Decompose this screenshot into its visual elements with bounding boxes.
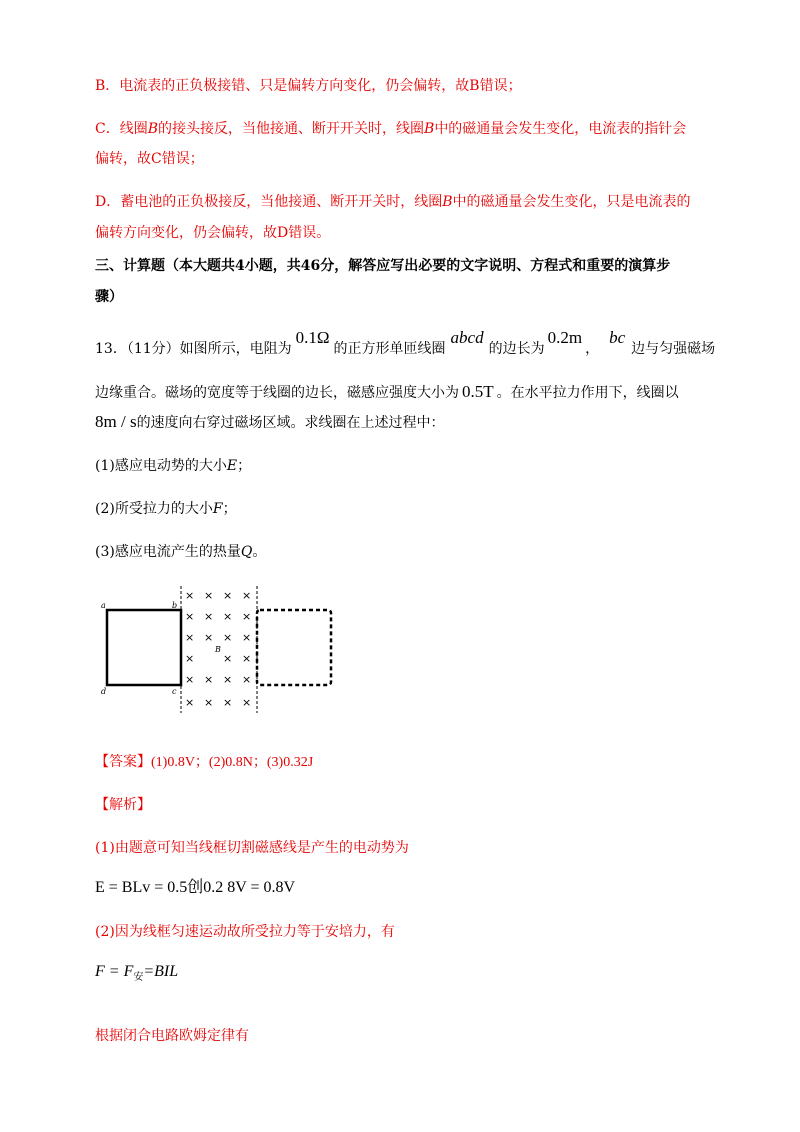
- field-cross: ×: [204, 673, 214, 686]
- text-span: =BIL: [143, 963, 179, 980]
- coil-b-label: B: [424, 121, 435, 137]
- answer-tag: 【答案】: [95, 754, 151, 770]
- edge-name: bc: [609, 328, 626, 347]
- question-13-line2: [95, 382, 679, 403]
- text-span: 中的磁通量会发生变化，电流表的指针会: [434, 121, 687, 137]
- side-length-value: 0.2m: [547, 328, 583, 347]
- field-cross: ×: [204, 610, 214, 623]
- text-span: D．蓄电池的正负极接反，当他接通、断开开关时，线圈: [95, 194, 443, 210]
- field-cross: ×: [242, 589, 252, 602]
- var-e: E: [226, 458, 238, 474]
- analysis-step2: (2)因为线框匀速运动故所受拉力等于安培力，有: [95, 924, 395, 940]
- label-d: d: [101, 687, 107, 696]
- analysis-tag: 【解析】: [95, 797, 151, 813]
- resistance-value: 0.1Ω: [295, 328, 330, 347]
- field-cross: ×: [242, 610, 252, 623]
- field-cross: ×: [204, 696, 214, 709]
- answer-text: (1)0.8V；(2)0.8N；(3)0.32J: [151, 755, 314, 770]
- sub-question-3: [95, 542, 266, 562]
- option-c-explanation-line1: [95, 119, 686, 139]
- text-span: 的速度向右穿过磁场区域。求线圈在上述过程中：: [136, 415, 445, 431]
- sub-question-1: [95, 456, 251, 476]
- answer-line: [95, 752, 313, 773]
- equation-emf: E = BLv = 0.5创0.2 8V = 0.8V: [95, 879, 296, 896]
- text-span: 边缘重合。磁场的宽度等于线圈的边长，磁感应强度大小为: [95, 385, 459, 401]
- text-span: 的接头接反，当他接通、断开开关时，线圈: [158, 121, 425, 137]
- field-cross: ×: [185, 652, 195, 665]
- text-span: (1)感应电动势的大小: [95, 458, 227, 474]
- text-span: ，: [585, 341, 600, 357]
- field-cross: ×: [223, 610, 233, 623]
- option-b-explanation: B．电流表的正负极接错、只是偏转方向变化，仍会偏转，故B错误；: [95, 78, 522, 94]
- field-cross: ×: [204, 631, 214, 644]
- text-span: 13．（11分）如图所示，电阻为: [95, 341, 292, 357]
- field-cross: ×: [185, 589, 195, 602]
- var-f: F: [212, 501, 223, 517]
- field-cross: ×: [242, 673, 252, 686]
- coil-name: abcd: [450, 328, 484, 347]
- text-span: 。在水平拉力作用下，线圈以: [496, 385, 679, 401]
- text-span: 。: [252, 544, 267, 560]
- subscript-an: 安: [133, 972, 144, 984]
- field-cross: ×: [185, 610, 195, 623]
- section-heading-line2: 骤）: [95, 289, 123, 305]
- field-cross: ×: [223, 673, 233, 686]
- question-13-line1: [95, 328, 716, 359]
- text-span: 的正方形单匝线圈: [333, 341, 446, 357]
- var-q: Q: [240, 544, 253, 560]
- label-a: a: [101, 601, 106, 610]
- field-cross: ×: [185, 696, 195, 709]
- field-cross: ×: [223, 696, 233, 709]
- label-b: b: [172, 601, 178, 610]
- coil-dashed-position: [257, 610, 331, 685]
- label-field-b: B: [215, 645, 221, 654]
- field-cross: ×: [242, 652, 252, 665]
- coil-b-label: B: [442, 194, 453, 210]
- field-cross: ×: [185, 673, 195, 686]
- coil-b-label: B: [147, 121, 159, 137]
- section-heading-line1: 三、计算题（本大题共4小题，共46分，解答应写出必要的文字说明、方程式和重要的演算步: [95, 258, 671, 274]
- option-d-explanation-line1: [95, 192, 691, 212]
- field-cross: ×: [242, 631, 252, 644]
- sub-question-2: [95, 499, 237, 519]
- analysis-step1: (1)由题意可知当线框切割磁感线是产生的电动势为: [95, 840, 409, 856]
- text-span: ；: [222, 501, 237, 517]
- field-cross: ×: [223, 589, 233, 602]
- analysis-step3: 根据闭合电路欧姆定律有: [95, 1028, 249, 1044]
- option-c-explanation-line2: 偏转，故C错误；: [95, 151, 204, 167]
- text-span: 的边长为: [488, 341, 545, 357]
- text-span: (3)感应电流产生的热量: [95, 544, 241, 560]
- question-13-line3: [95, 412, 445, 433]
- velocity-value: 8m / s: [95, 412, 137, 431]
- field-cross: ×: [223, 631, 233, 644]
- label-c: c: [172, 687, 177, 696]
- coil-square: [107, 610, 181, 685]
- text-span: 中的磁通量会发生变化，只是电流表的: [452, 194, 691, 210]
- text-span: (2)所受拉力的大小: [95, 501, 213, 517]
- text-span: C．线圈: [95, 121, 148, 137]
- text-span: 边与匀强磁场: [631, 341, 716, 357]
- text-span: F = F: [95, 963, 134, 980]
- field-strength-value: 0.5T: [462, 382, 494, 401]
- field-cross: ×: [223, 652, 233, 665]
- option-d-explanation-line2: 偏转方向变化，仍会偏转，故D错误。: [95, 225, 331, 241]
- field-cross: ×: [242, 696, 252, 709]
- text-span: ；: [237, 458, 252, 474]
- magnetic-field-figure: [95, 582, 345, 717]
- field-cross: ×: [185, 631, 195, 644]
- equation-force: [95, 962, 178, 988]
- field-cross: ×: [204, 589, 214, 602]
